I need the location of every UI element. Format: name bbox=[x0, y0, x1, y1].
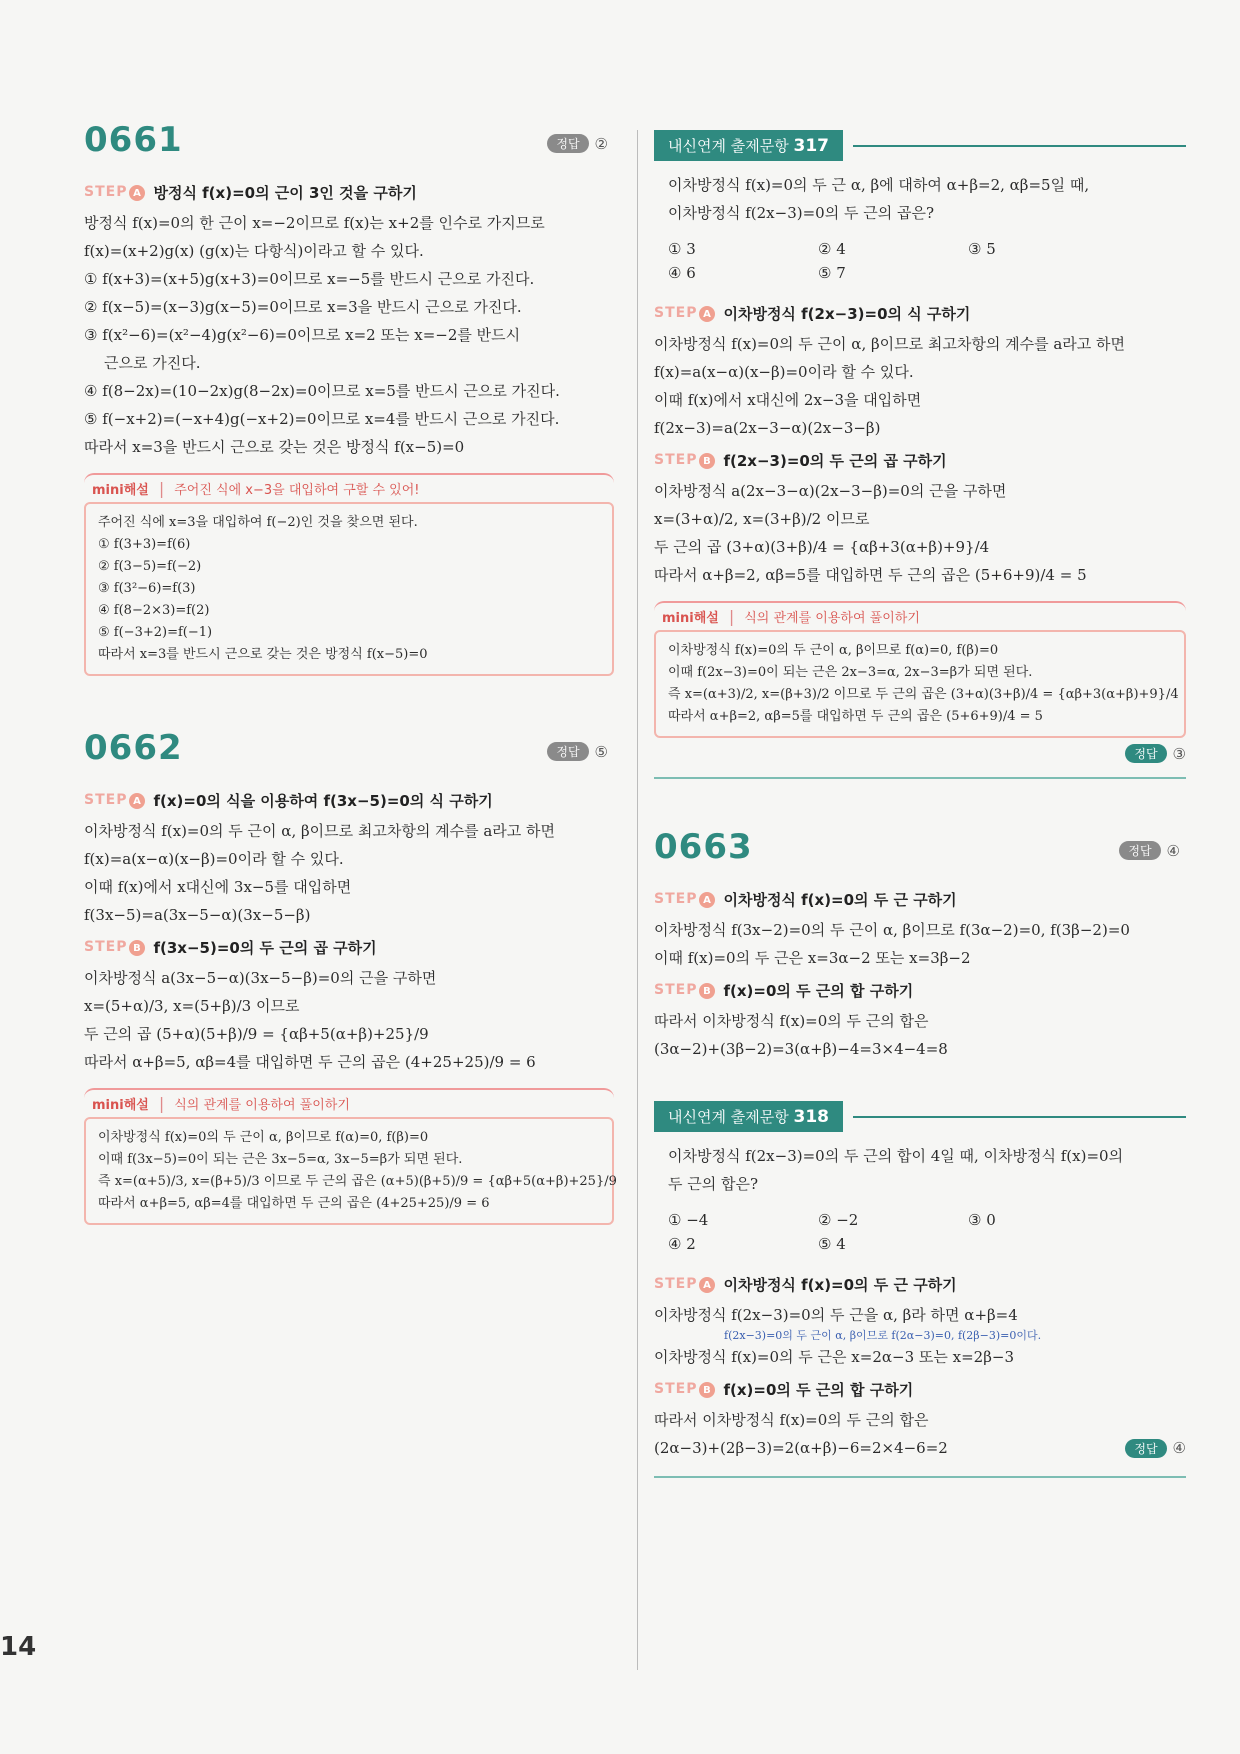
step-tag: STEP B bbox=[654, 982, 715, 1000]
text-line: ⑤ f(−x+2)=(−x+4)g(−x+2)=0이므로 x=4를 반드시 근으로 가진다. bbox=[84, 410, 560, 428]
mini-line: 이때 f(3x−5)=0이 되는 근은 3x−5=α, 3x−5=β가 되면 된다. bbox=[98, 1152, 463, 1167]
mini-line: 이차방정식 f(x)=0의 두 근이 α, β이므로 f(α)=0, f(β)=0 bbox=[668, 643, 999, 658]
text-line: f(x)=(x+2)g(x) (g(x)는 다항식)이라고 할 수 있다. bbox=[84, 242, 424, 260]
separator: | bbox=[158, 479, 165, 498]
text-line: 따라서 이차방정식 f(x)=0의 두 근의 합은 bbox=[654, 1411, 929, 1429]
text-line: 방정식 f(x)=0의 한 근이 x=−2이므로 f(x)는 x+2를 인수로 가지므로 bbox=[84, 214, 545, 232]
problem-header bbox=[84, 120, 614, 174]
step-a-heading bbox=[654, 1274, 1186, 1295]
step-tag: STEP B bbox=[84, 939, 145, 957]
step-a-heading bbox=[654, 889, 1186, 910]
mini-line: ⑤ f(−3+2)=f(−1) bbox=[98, 625, 213, 640]
linked-problem-header bbox=[654, 1101, 1186, 1132]
problem-0663 bbox=[654, 827, 1186, 1063]
problem-0661 bbox=[84, 120, 614, 676]
linked-problem-318 bbox=[654, 1101, 1186, 1478]
step-letter-icon: A bbox=[699, 892, 715, 908]
answer-indicator bbox=[1125, 1439, 1186, 1458]
mini-explanation bbox=[84, 1088, 617, 1225]
step-b-heading bbox=[84, 937, 614, 958]
mini-header bbox=[84, 1088, 614, 1117]
mini-header bbox=[84, 473, 614, 502]
step-b-heading bbox=[654, 450, 1186, 471]
answer-indicator bbox=[547, 742, 608, 761]
text-line: 따라서 x=3을 반드시 근으로 갖는 것은 방정식 f(x−5)=0 bbox=[84, 438, 465, 456]
text-line: 이때 f(x)=0의 두 근은 x=3α−2 또는 x=3β−2 bbox=[654, 949, 971, 967]
mini-title: 주어진 식에 x−3을 대입하여 구할 수 있어! bbox=[174, 483, 420, 498]
header-rule bbox=[853, 145, 1186, 147]
right-column bbox=[654, 130, 1186, 1492]
question-line: 두 근의 합은? bbox=[668, 1175, 759, 1193]
text-line: 이차방정식 f(x)=0의 두 근이 α, β이므로 최고차항의 계수를 a라고 하면 bbox=[654, 335, 1126, 353]
question-line: 이차방정식 f(2x−3)=0의 두 근의 곱은? bbox=[668, 204, 934, 222]
answer-indicator bbox=[1119, 841, 1180, 860]
text-line: ① f(x+3)=(x+5)g(x+3)=0이므로 x=−5를 반드시 근으로 가진다. bbox=[84, 270, 535, 288]
linked-problem-317 bbox=[654, 130, 1186, 779]
choice: ① 3 bbox=[668, 240, 696, 258]
answer-indicator bbox=[547, 134, 608, 153]
answer-value: ④ bbox=[1166, 841, 1180, 860]
text-line: ② f(x−5)=(x−3)g(x−5)=0이므로 x=3을 반드시 근으로 가진다. bbox=[84, 298, 522, 316]
mini-line: 즉 x=(α+5)/3, x=(β+5)/3 이므로 두 근의 곱은 (α+5)(β+5)/9 = {αβ+5(α+β)+25}/9 bbox=[98, 1174, 617, 1189]
text-line: 두 근의 곱 (5+α)(5+β)/9 = {αβ+5(α+β)+25}/9 bbox=[84, 1025, 429, 1043]
text-line: ④ f(8−2x)=(10−2x)g(8−2x)=0이므로 x=5를 반드시 근으로 가진다. bbox=[84, 382, 560, 400]
step-a-heading bbox=[84, 790, 614, 811]
problem-number: 0663 bbox=[654, 827, 753, 867]
step-letter-icon: B bbox=[129, 940, 145, 956]
step-letter-icon: B bbox=[699, 983, 715, 999]
step-title: f(2x−3)=0의 두 근의 곱 구하기 bbox=[723, 452, 947, 470]
answer-label: 정답 bbox=[1119, 841, 1160, 860]
choice: ② −2 bbox=[818, 1211, 859, 1229]
text-line: 이차방정식 f(x)=0의 두 근이 α, β이므로 최고차항의 계수를 a라고 하면 bbox=[84, 822, 556, 840]
choices bbox=[668, 237, 1172, 285]
linked-problem-body bbox=[654, 1132, 1186, 1266]
problem-0662 bbox=[84, 728, 617, 1225]
problem-header bbox=[654, 827, 1186, 881]
step-tag: STEP A bbox=[654, 1276, 715, 1294]
linked-problem-header bbox=[654, 130, 1186, 161]
text-line: 근으로 가진다. bbox=[104, 354, 201, 372]
mini-title: 식의 관계를 이용하여 풀이하기 bbox=[744, 611, 920, 626]
question-line: 이차방정식 f(2x−3)=0의 두 근의 합이 4일 때, 이차방정식 f(x)=0의 bbox=[668, 1147, 1124, 1165]
text-line: 이차방정식 f(x)=0의 두 근은 x=2α−3 또는 x=2β−3 bbox=[654, 1348, 1014, 1366]
header-rule bbox=[853, 1116, 1186, 1118]
mini-tag: mini해설 bbox=[92, 483, 149, 498]
problem-header bbox=[84, 728, 614, 782]
separator: | bbox=[158, 1094, 165, 1113]
page-number: 14 bbox=[0, 1632, 37, 1662]
section-rule bbox=[654, 777, 1186, 779]
left-column bbox=[84, 120, 617, 1229]
text-line: 두 근의 곱 (3+α)(3+β)/4 = {αβ+3(α+β)+9}/4 bbox=[654, 538, 990, 556]
text-line: x=(3+α)/2, x=(3+β)/2 이므로 bbox=[654, 510, 870, 528]
mini-line: 즉 x=(α+3)/2, x=(β+3)/2 이므로 두 근의 곱은 (3+α)(3+β)/4 = {αβ+3(α+β)+9}/4 bbox=[668, 687, 1179, 702]
choice: ③ 0 bbox=[968, 1211, 996, 1229]
section-rule bbox=[654, 1476, 1186, 1478]
choice: ① −4 bbox=[668, 1211, 709, 1229]
text-line: f(x)=a(x−α)(x−β)=0이라 할 수 있다. bbox=[654, 363, 914, 381]
text-line: f(2x−3)=a(2x−3−α)(2x−3−β) bbox=[654, 419, 881, 437]
text-line: 이차방정식 a(2x−3−α)(2x−3−β)=0의 근을 구하면 bbox=[654, 482, 1007, 500]
text-line: (2α−3)+(2β−3)=2(α+β)−6=2×4−6=2 bbox=[654, 1439, 948, 1457]
step-tag: STEP A bbox=[654, 891, 715, 909]
step-title: 이차방정식 f(2x−3)=0의 식 구하기 bbox=[723, 305, 971, 323]
step-tag: STEP B bbox=[654, 1381, 715, 1399]
step-letter-icon: A bbox=[699, 1277, 715, 1293]
answer-label: 정답 bbox=[1125, 1439, 1166, 1458]
text-line: 따라서 이차방정식 f(x)=0의 두 근의 합은 bbox=[654, 1012, 929, 1030]
mini-line: 따라서 x=3를 반드시 근으로 갖는 것은 방정식 f(x−5)=0 bbox=[98, 647, 428, 662]
text-line: f(x)=a(x−α)(x−β)=0이라 할 수 있다. bbox=[84, 850, 344, 868]
mini-box bbox=[84, 502, 614, 676]
text-line: 따라서 α+β=2, αβ=5를 대입하면 두 근의 곱은 (5+6+9)/4 = 5 bbox=[654, 566, 1087, 584]
choice: ④ 2 bbox=[668, 1235, 696, 1253]
problem-number: 0661 bbox=[84, 120, 183, 160]
step-letter-icon: A bbox=[699, 306, 715, 322]
answer-label: 정답 bbox=[547, 742, 588, 761]
mini-line: 이때 f(2x−3)=0이 되는 근은 2x−3=α, 2x−3=β가 되면 된다. bbox=[668, 665, 1033, 680]
mini-box bbox=[84, 1117, 617, 1225]
mini-explanation bbox=[84, 473, 614, 676]
step-tag: STEP A bbox=[84, 184, 145, 202]
answer-label: 정답 bbox=[547, 134, 588, 153]
text-line: f(3x−5)=a(3x−5−α)(3x−5−β) bbox=[84, 906, 311, 924]
text-line: x=(5+α)/3, x=(5+β)/3 이므로 bbox=[84, 997, 300, 1015]
text-line: 이차방정식 a(3x−5−α)(3x−5−β)=0의 근을 구하면 bbox=[84, 969, 437, 987]
mini-line: ③ f(3²−6)=f(3) bbox=[98, 581, 196, 596]
mini-title: 식의 관계를 이용하여 풀이하기 bbox=[174, 1098, 350, 1113]
step-letter-icon: A bbox=[129, 793, 145, 809]
step-letter-icon: B bbox=[699, 453, 715, 469]
linked-problem-badge: 내신연계 출제문항 318 bbox=[654, 1101, 843, 1132]
answer-label: 정답 bbox=[1125, 744, 1166, 763]
choice: ⑤ 4 bbox=[818, 1235, 846, 1253]
step-title: 이차방정식 f(x)=0의 두 근 구하기 bbox=[723, 891, 957, 909]
mini-explanation bbox=[654, 601, 1186, 738]
mini-box bbox=[654, 630, 1186, 738]
answer-row bbox=[654, 744, 1186, 763]
text-line: ③ f(x²−6)=(x²−4)g(x²−6)=0이므로 x=2 또는 x=−2를 반드시 bbox=[84, 326, 521, 344]
text-line: 따라서 α+β=5, αβ=4를 대입하면 두 근의 곱은 (4+25+25)/9 = 6 bbox=[84, 1053, 536, 1071]
separator: | bbox=[728, 607, 735, 626]
step-tag: STEP B bbox=[654, 452, 715, 470]
mini-tag: mini해설 bbox=[662, 611, 719, 626]
linked-problem-body bbox=[654, 161, 1186, 295]
text-line: 이때 f(x)에서 x대신에 3x−5를 대입하면 bbox=[84, 878, 352, 896]
answer-indicator bbox=[1125, 744, 1186, 763]
linked-problem-badge: 내신연계 출제문항 317 bbox=[654, 130, 843, 161]
text-line: (3α−2)+(3β−2)=3(α+β)−4=3×4−4=8 bbox=[654, 1040, 948, 1058]
choice: ③ 5 bbox=[968, 240, 996, 258]
answer-value: ③ bbox=[1172, 744, 1186, 763]
choice: ⑤ 7 bbox=[818, 264, 846, 282]
step-title: f(x)=0의 식을 이용하여 f(3x−5)=0의 식 구하기 bbox=[153, 792, 493, 810]
answer-value: ⑤ bbox=[594, 742, 608, 761]
mini-line: 따라서 α+β=2, αβ=5를 대입하면 두 근의 곱은 (5+6+9)/4 = 5 bbox=[668, 709, 1043, 724]
step-a-heading bbox=[84, 182, 614, 203]
mini-line: 주어진 식에 x=3을 대입하여 f(−2)인 것을 찾으면 된다. bbox=[98, 515, 418, 530]
choice: ④ 6 bbox=[668, 264, 696, 282]
mini-line: 이차방정식 f(x)=0의 두 근이 α, β이므로 f(α)=0, f(β)=0 bbox=[98, 1130, 429, 1145]
mini-header bbox=[654, 601, 1186, 630]
step-b-heading bbox=[654, 1379, 1186, 1400]
answer-value: ④ bbox=[1172, 1439, 1186, 1457]
step-letter-icon: A bbox=[129, 185, 145, 201]
step-title: 이차방정식 f(x)=0의 두 근 구하기 bbox=[723, 1276, 957, 1294]
choices bbox=[668, 1208, 1172, 1256]
mini-line: ① f(3+3)=f(6) bbox=[98, 537, 191, 552]
step-tag: STEP A bbox=[84, 792, 145, 810]
mini-line: 따라서 α+β=5, αβ=4를 대입하면 두 근의 곱은 (4+25+25)/9 = 6 bbox=[98, 1196, 490, 1211]
problem-number: 0662 bbox=[84, 728, 183, 768]
choice: ② 4 bbox=[818, 240, 846, 258]
answer-value: ② bbox=[594, 134, 608, 153]
mini-line: ④ f(8−2×3)=f(2) bbox=[98, 603, 210, 618]
step-letter-icon: B bbox=[699, 1382, 715, 1398]
text-line: 이때 f(x)에서 x대신에 2x−3을 대입하면 bbox=[654, 391, 922, 409]
question-line: 이차방정식 f(x)=0의 두 근 α, β에 대하여 α+β=2, αβ=5일 때, bbox=[668, 176, 1090, 194]
step-title: 방정식 f(x)=0의 근이 3인 것을 구하기 bbox=[153, 184, 417, 202]
step-title: f(x)=0의 두 근의 합 구하기 bbox=[723, 1381, 914, 1399]
column-divider bbox=[637, 130, 638, 1670]
final-row bbox=[654, 1434, 1186, 1462]
step-title: f(3x−5)=0의 두 근의 곱 구하기 bbox=[153, 939, 377, 957]
mini-line: ② f(3−5)=f(−2) bbox=[98, 559, 202, 574]
annotation-note: f(2x−3)=0의 두 근이 α, β이므로 f(2α−3)=0, f(2β−3)=0이다. bbox=[724, 1329, 1042, 1342]
step-a-heading bbox=[654, 303, 1186, 324]
step-title: f(x)=0의 두 근의 합 구하기 bbox=[723, 982, 914, 1000]
text-line: 이차방정식 f(2x−3)=0의 두 근을 α, β라 하면 α+β=4 bbox=[654, 1306, 1018, 1324]
step-b-heading bbox=[654, 980, 1186, 1001]
step-tag: STEP A bbox=[654, 305, 715, 323]
text-line: 이차방정식 f(3x−2)=0의 두 근이 α, β이므로 f(3α−2)=0, f(3β−2)=0 bbox=[654, 921, 1130, 939]
mini-tag: mini해설 bbox=[92, 1098, 149, 1113]
